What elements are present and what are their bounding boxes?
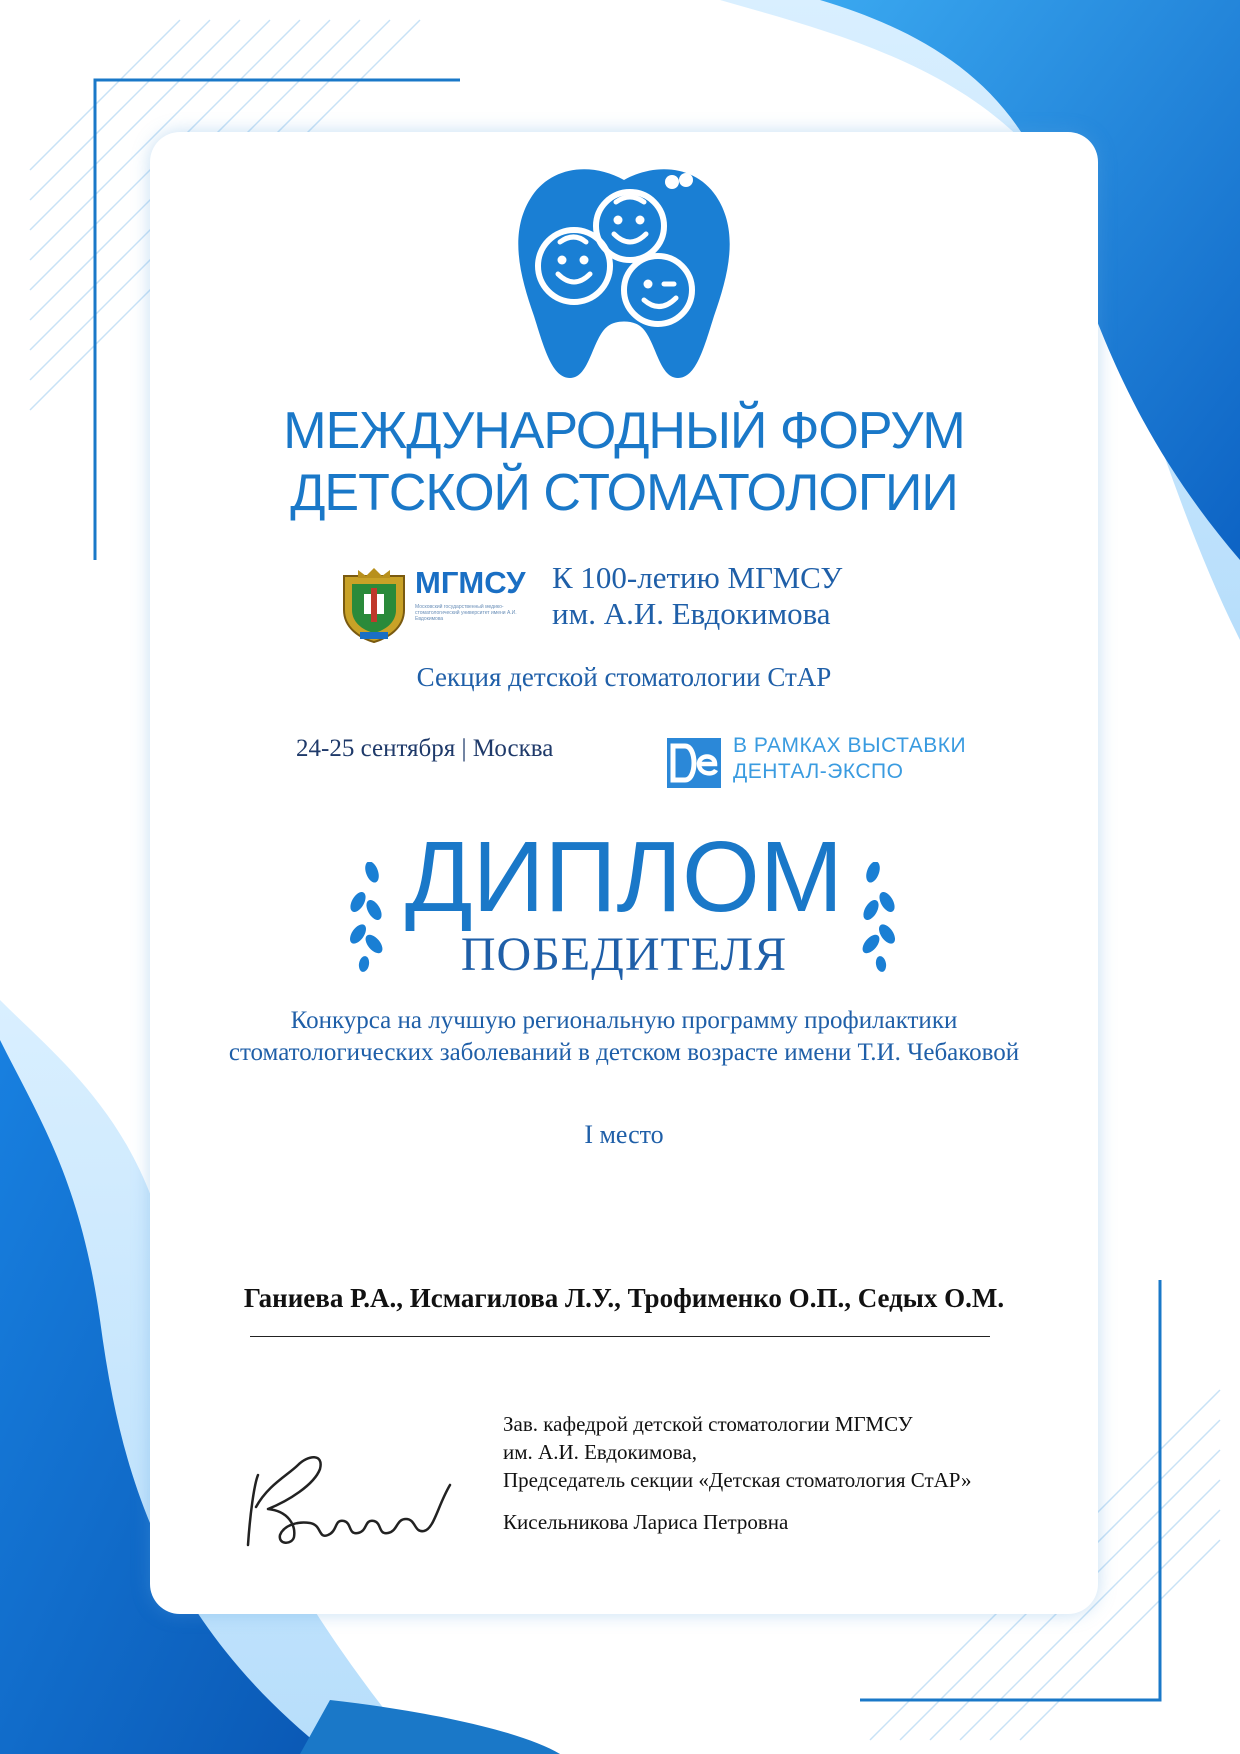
handwritten-signature-icon [228,1445,468,1555]
section-name: Секция детской стоматологии СтАР [416,662,832,692]
dental-expo-de-icon [667,738,721,788]
signatory-line3: Председатель секции «Детская стоматология СтАР» [503,1468,972,1492]
diploma-title: ДИПЛОМ [404,821,844,933]
expo-line1: В РАМКАХ ВЫСТАВКИ [733,734,967,757]
event-dates: 24-25 сентября | Москва [296,735,554,762]
anniversary-line2: им. А.И. Евдокимова [552,596,831,631]
contest-line2: стоматологических заболеваний в детском возрасте имени Т.И. Чебаковой [228,1039,1020,1066]
diploma-subtitle: ПОБЕДИТЕЛЯ [460,928,788,981]
signatory-name: Кисельникова Лариса Петровна [503,1510,789,1534]
divider-line [250,1336,990,1337]
contest-line1: Конкурса на лучшую региональную программу профилактики [290,1007,958,1034]
forum-title [150,400,1098,524]
expo-label [733,733,966,785]
signatory-line2: им. А.И. Евдокимова, [503,1440,697,1464]
mgmsu-subtitle: Московский государственный медико-стоматологический университет имени А.И. Евдокимова [415,604,517,622]
forum-title-line1: МЕЖДУНАРОДНЫЙ ФОРУМ [283,402,965,460]
winners-names: Ганиева Р.А., Исмагилова Л.У., Трофименко О.П., Седых О.М. [243,1283,1005,1313]
contest-description [150,1005,1098,1069]
anniversary-text [552,560,842,632]
mgmsu-name: МГМСУ [415,565,526,600]
university-crest-icon [338,566,410,644]
place-label: I место [584,1120,664,1149]
anniversary-line1: К 100-летию МГМСУ [552,560,843,595]
signatory-line1: Зав. кафедрой детской стоматологии МГМСУ [503,1412,913,1436]
tooth-smiley-faces-icon [512,166,736,382]
expo-line2: ДЕНТАЛ-ЭКСПО [733,760,904,783]
forum-title-line2: ДЕТСКОЙ СТОМАТОЛОГИИ [290,464,958,522]
